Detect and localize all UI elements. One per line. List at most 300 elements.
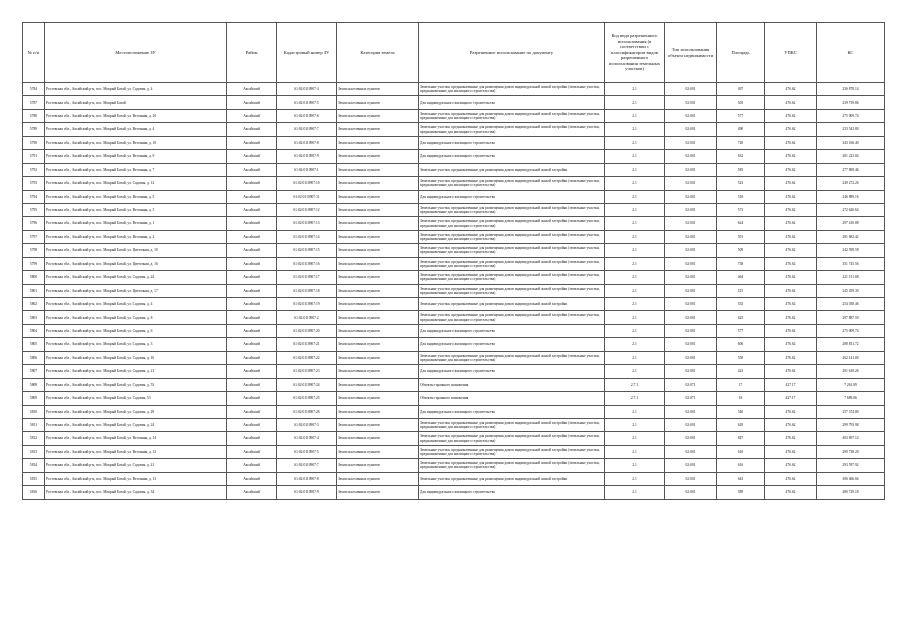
cell-ks: 249 272.26 <box>817 177 885 190</box>
cell-use-code: 2.1 <box>605 230 665 243</box>
table-row <box>23 230 885 243</box>
table-row <box>23 83 885 96</box>
cell-district: Аксайский <box>227 217 277 230</box>
cell-cadastral-number: 61:02:0110907:4 <box>277 83 337 96</box>
cell-permitted-use: Для индивидуального жилищного строительства <box>419 365 605 378</box>
cell-district: Аксайский <box>227 96 277 109</box>
cell-location: Ростовская обл., Аксайский р-н, пос. Мокрый Батай, ул. Садовая, д. 6 <box>45 324 227 337</box>
cell-district: Аксайский <box>227 163 277 176</box>
cell-area: 523 <box>717 177 765 190</box>
cell-district: Аксайский <box>227 230 277 243</box>
header-land-category: Категория земель <box>337 23 419 83</box>
header-ks: КС <box>817 23 885 83</box>
cell-ks: 242 599.58 <box>817 244 885 257</box>
cell-location: Ростовская обл., Аксайский р-н, пос. Мокрый Батай, ул. Садовая, д. 24 <box>45 418 227 431</box>
cell-num: 5815 <box>23 472 45 485</box>
cell-area: 606 <box>717 338 765 351</box>
cell-ks: 236 878.14 <box>817 83 885 96</box>
cell-use-code: 2.1 <box>605 150 665 163</box>
cell-area: 497 <box>717 83 765 96</box>
cell-upks: 427.17 <box>765 378 817 391</box>
cell-num: 5804 <box>23 324 45 337</box>
table-row <box>23 405 885 418</box>
cell-ks: 297 887.50 <box>817 311 885 324</box>
land-plot-table <box>22 22 885 500</box>
table-body <box>23 83 885 500</box>
table-row <box>23 378 885 391</box>
cell-district: Аксайский <box>227 432 277 445</box>
cell-location: Ростовская обл., Аксайский р-н, пос. Мокрый Батай, ул. Садовая, д. 53 <box>45 378 227 391</box>
cell-cadastral-number: 61:02:0110907:25 <box>277 392 337 405</box>
cell-use-code: 2.7.1 <box>605 378 665 391</box>
cell-use-code: 2.1 <box>605 432 665 445</box>
table-row <box>23 351 885 364</box>
cell-permitted-use: Земельные участки, предназначенные для размещения домов индивидуальной жилой застройки (земельные участки, предназначенные для жилищного строительства) <box>419 271 605 284</box>
cell-use-code: 2.1 <box>605 311 665 324</box>
cell-land-category: Земли населенных пунктов <box>337 459 419 472</box>
cell-permitted-use: Земельные участки, предназначенные для размещения домов индивидуальной жилой застройки (земельные участки, предназначенные для жилищного строительства) <box>419 284 605 297</box>
cell-land-category: Земли населенных пунктов <box>337 365 419 378</box>
cell-location: Ростовская обл., Аксайский р-н, пос. Мокрый Батай, ул. Садовая, д. 41 <box>45 459 227 472</box>
cell-ks: 233 543.80 <box>817 123 885 136</box>
cell-district: Аксайский <box>227 298 277 311</box>
cell-use-type: 02:001 <box>665 445 717 458</box>
header-use-code: Код вида разрешенного использования (в соответствии с классификатором видов разрешенного использования земельных участков) <box>605 23 665 83</box>
cell-cadastral-number: 61:02:0110907:16 <box>277 257 337 270</box>
cell-permitted-use: Земельные участки, предназначенные для размещения домов индивидуальной жилой застройки (земельные участки, предназначенные для жилищного строительства) <box>419 230 605 243</box>
cell-land-category: Земли населенных пунктов <box>337 284 419 297</box>
cell-land-category: Земли населенных пунктов <box>337 338 419 351</box>
cell-area: 540 <box>717 405 765 418</box>
cell-permitted-use: Земельные участки, предназначенные для размещения домов индивидуальной жилой застройки <box>419 163 605 176</box>
cell-upks: 476.62 <box>765 311 817 324</box>
cell-num: 5811 <box>23 418 45 431</box>
cell-upks: 476.62 <box>765 190 817 203</box>
table-row <box>23 257 885 270</box>
cell-district: Аксайский <box>227 459 277 472</box>
cell-area: 738 <box>717 257 765 270</box>
cell-district: Аксайский <box>227 83 277 96</box>
table-row <box>23 217 885 230</box>
cell-district: Аксайский <box>227 378 277 391</box>
cell-land-category: Земли населенных пунктов <box>337 217 419 230</box>
cell-num: 5784 <box>23 83 45 96</box>
cell-ks: 275 009.74 <box>817 324 885 337</box>
cell-permitted-use: Для индивидуального жилищного строительства <box>419 486 605 499</box>
cell-ks: 201 610.26 <box>817 365 885 378</box>
cell-use-type: 02:001 <box>665 177 717 190</box>
cell-num: 5812 <box>23 432 45 445</box>
cell-location: Ростовская обл., Аксайский р-н, пос. Мокрый Батай, ул. Цветочная, д. 10 <box>45 244 227 257</box>
cell-use-type: 02:001 <box>665 163 717 176</box>
cell-permitted-use: Для индивидуального жилищного строительства <box>419 150 605 163</box>
cell-upks: 476.62 <box>765 432 817 445</box>
cell-land-category: Земли населенных пунктов <box>337 405 419 418</box>
cell-area: 632 <box>717 150 765 163</box>
cell-location: Ростовская обл., Аксайский р-н, пос. Мокрый Батай, ул. Весенняя, д. 4 <box>45 123 227 136</box>
cell-upks: 476.62 <box>765 351 817 364</box>
cell-permitted-use: Земельные участки, предназначенные для размещения домов индивидуальной жилой застройки (земельные участки, предназначенные для жилищного строительства) <box>419 109 605 122</box>
cell-land-category: Земли населенных пунктов <box>337 324 419 337</box>
cell-district: Аксайский <box>227 177 277 190</box>
cell-use-type: 02:001 <box>665 83 717 96</box>
header-location: Местоположение ЗУ <box>45 23 227 83</box>
cell-cadastral-number: 61:02:0110907:9 <box>277 486 337 499</box>
cell-use-type: 02:001 <box>665 96 717 109</box>
table-row <box>23 271 885 284</box>
cell-upks: 476.62 <box>765 257 817 270</box>
cell-district: Аксайский <box>227 365 277 378</box>
cell-num: 5813 <box>23 445 45 458</box>
cell-num: 5814 <box>23 459 45 472</box>
cell-num: 5788 <box>23 109 45 122</box>
cell-use-code: 2.1 <box>605 351 665 364</box>
cell-num: 5787 <box>23 96 45 109</box>
cell-ks: 403 697.14 <box>817 432 885 445</box>
cell-ks: 239 739.86 <box>817 96 885 109</box>
cell-cadastral-number: 61:02:0110907:5 <box>277 96 337 109</box>
cell-land-category: Земли населенных пунктов <box>337 230 419 243</box>
cell-use-type: 02:001 <box>665 418 717 431</box>
cell-upks: 476.62 <box>765 324 817 337</box>
cell-upks: 476.62 <box>765 217 817 230</box>
cell-area: 847 <box>717 432 765 445</box>
cell-cadastral-number: 61:02:0110907:8 <box>277 472 337 485</box>
cell-use-type: 02:001 <box>665 203 717 216</box>
cell-location: Ростовская обл., Аксайский р-н, пос. Мокрый Батай, ул. Садовая, д. 4 <box>45 83 227 96</box>
cell-upks: 476.62 <box>765 445 817 458</box>
cell-ks: 297 410.88 <box>817 217 885 230</box>
cell-location: Ростовская обл., Аксайский р-н, пос. Мокрый Батай, ул. Садовая, д. 12 <box>45 177 227 190</box>
header-permitted-use: Разрешенное использование по документу <box>419 23 605 83</box>
cell-location: Ростовская обл., Аксайский р-н, пос. Мокрый Батай, ул. Садовая, д. 3 <box>45 338 227 351</box>
cell-area: 591 <box>717 230 765 243</box>
cell-upks: 476.62 <box>765 96 817 109</box>
cell-area: 720 <box>717 136 765 149</box>
cell-use-type: 02:001 <box>665 109 717 122</box>
cell-location: Ростовская обл., Аксайский р-н, пос. Мокрый Батай, ул. Садовая, д. 4 <box>45 298 227 311</box>
cell-cadastral-number: 61:02:0110907:6 <box>277 109 337 122</box>
cell-ks: 257 374.80 <box>817 405 885 418</box>
cell-ks: 272 626.64 <box>817 203 885 216</box>
cell-cadastral-number: 61:02:0110907:13 <box>277 217 337 230</box>
table-row <box>23 486 885 499</box>
cell-district: Аксайский <box>227 486 277 499</box>
table-row <box>23 136 885 149</box>
cell-use-code: 2.1 <box>605 83 665 96</box>
cell-district: Аксайский <box>227 392 277 405</box>
cell-land-category: Земли населенных пунктов <box>337 378 419 391</box>
cell-use-code: 2.1 <box>605 271 665 284</box>
cell-use-type: 02:001 <box>665 123 717 136</box>
cell-ks: 221 151.68 <box>817 271 885 284</box>
cell-district: Аксайский <box>227 123 277 136</box>
cell-use-code: 2.1 <box>605 445 665 458</box>
cell-area: 624 <box>717 217 765 230</box>
cell-ks: 246 889.16 <box>817 190 885 203</box>
cell-permitted-use: Для индивидуального жилищного строительства <box>419 405 605 418</box>
cell-upks: 476.62 <box>765 338 817 351</box>
cell-location: Ростовская обл., Аксайский р-н, пос. Мокрый Батай, ул. Весенняя, д. 13 <box>45 472 227 485</box>
cell-upks: 476.62 <box>765 150 817 163</box>
cell-use-code: 2.1 <box>605 486 665 499</box>
cell-ks: 262 141.00 <box>817 351 885 364</box>
cell-upks: 476.62 <box>765 284 817 297</box>
cell-area: 18 <box>717 392 765 405</box>
cell-ks: 293 597.92 <box>817 459 885 472</box>
cell-use-code: 2.1 <box>605 284 665 297</box>
cell-district: Аксайский <box>227 472 277 485</box>
cell-num: 5799 <box>23 257 45 270</box>
cell-num: 5805 <box>23 338 45 351</box>
cell-location: Ростовская обл., Аксайский р-н, пос. Мокрый Батай, ул. Весенняя, д. 1 <box>45 217 227 230</box>
cell-permitted-use: Объекты гаражного назначения <box>419 378 605 391</box>
cell-use-code: 2.1 <box>605 163 665 176</box>
cell-ks: 275 009.74 <box>817 109 885 122</box>
cell-ks: 7 689.06 <box>817 392 885 405</box>
cell-land-category: Земли населенных пунктов <box>337 392 419 405</box>
cell-area: 610 <box>717 445 765 458</box>
cell-cadastral-number: 61:02:0110907:17 <box>277 271 337 284</box>
cell-permitted-use: Земельные участки, предназначенные для размещения домов индивидуальной жилой застройки (земельные участки, предназначенные для жилищного строительства) <box>419 257 605 270</box>
cell-cadastral-number: 61:02:0110907:21 <box>277 338 337 351</box>
cell-land-category: Земли населенных пунктов <box>337 203 419 216</box>
cell-use-code: 2.1 <box>605 472 665 485</box>
cell-permitted-use: Земельные участки, предназначенные для размещения домов индивидуальной жилой застройки (земельные участки, предназначенные для жилищного строительства) <box>419 445 605 458</box>
table-header <box>23 23 885 83</box>
cell-permitted-use: Для индивидуального жилищного строительства <box>419 136 605 149</box>
cell-location: Ростовская обл., Аксайский р-н, пос. Мокрый Батай, ул. Садовая, д. 16 <box>45 351 227 364</box>
cell-location: Ростовская обл., Аксайский р-н, пос. Мокрый Батай, ул. Садовая, д. 24 <box>45 271 227 284</box>
table-row <box>23 190 885 203</box>
cell-land-category: Земли населенных пунктов <box>337 177 419 190</box>
table-row <box>23 445 885 458</box>
cell-upks: 476.62 <box>765 230 817 243</box>
cell-use-type: 02:001 <box>665 136 717 149</box>
cell-permitted-use: Земельные участки, предназначенные для размещения домов индивидуальной жилой застройки (земельные участки, предназначенные для жилищного строительства) <box>419 311 605 324</box>
cell-upks: 476.62 <box>765 177 817 190</box>
cell-cadastral-number: 61:02:0110907:1 <box>277 163 337 176</box>
table-row <box>23 472 885 485</box>
cell-permitted-use: Земельные участки, предназначенные для размещения домов индивидуальной жилой застройки (земельные участки, предназначенные для жилищного строительства) <box>419 123 605 136</box>
cell-permitted-use: Земельные участки, предназначенные для размещения домов индивидуальной жилой застройки <box>419 472 605 485</box>
cell-num: 5807 <box>23 365 45 378</box>
cell-land-category: Земли населенных пунктов <box>337 418 419 431</box>
header-area: Площадь <box>717 23 765 83</box>
cell-district: Аксайский <box>227 311 277 324</box>
cell-ks: 280 729.18 <box>817 486 885 499</box>
cell-land-category: Земли населенных пунктов <box>337 96 419 109</box>
cell-upks: 476.62 <box>765 459 817 472</box>
cell-cadastral-number: 61:02:0110907:7 <box>277 123 337 136</box>
cell-permitted-use: Для индивидуального жилищного строительства <box>419 190 605 203</box>
cell-use-type: 02:001 <box>665 459 717 472</box>
cell-upks: 476.62 <box>765 163 817 176</box>
cell-district: Аксайский <box>227 405 277 418</box>
cell-district: Аксайский <box>227 284 277 297</box>
cell-use-type: 02:001 <box>665 432 717 445</box>
table-row <box>23 459 885 472</box>
cell-use-type: 02:001 <box>665 150 717 163</box>
cell-area: 625 <box>717 311 765 324</box>
cell-use-type: 02:001 <box>665 271 717 284</box>
cell-district: Аксайский <box>227 203 277 216</box>
cell-location: Ростовская обл., Аксайский р-н, пос. Мокрый Батай, ул. Садовая, д. 34 <box>45 486 227 499</box>
cell-land-category: Земли населенных пунктов <box>337 271 419 284</box>
cell-area: 583 <box>717 163 765 176</box>
cell-use-type: 02:001 <box>665 217 717 230</box>
cell-location: Ростовская обл., Аксайский р-н, пос. Мокрый Батай <box>45 96 227 109</box>
cell-land-category: Земли населенных пунктов <box>337 445 419 458</box>
cell-location: Ростовская обл., Аксайский р-н, пос. Мокрый Батай, ул. Весенняя, д. 2б <box>45 109 227 122</box>
table-row <box>23 109 885 122</box>
cell-ks: 281 682.42 <box>817 230 885 243</box>
cell-num: 5794 <box>23 190 45 203</box>
cell-num: 5789 <box>23 123 45 136</box>
cell-area: 515 <box>717 284 765 297</box>
cell-num: 5816 <box>23 486 45 499</box>
cell-district: Аксайский <box>227 150 277 163</box>
cell-location: Ростовская обл., Аксайский р-н, пос. Мокрый Батай, ул. Весенняя, д. 14 <box>45 432 227 445</box>
cell-district: Аксайский <box>227 338 277 351</box>
cell-land-category: Земли населенных пунктов <box>337 244 419 257</box>
cell-ks: 306 466.66 <box>817 472 885 485</box>
cell-use-type: 02:071 <box>665 392 717 405</box>
cell-location: Ростовская обл., Аксайский р-н, пос. Мокрый Батай, ул. Весенняя, д. 9 <box>45 150 227 163</box>
cell-location: Ростовская обл., Аксайский р-н, пос. Мокрый Батай, ул. Весенняя, д. 3 <box>45 203 227 216</box>
cell-use-type: 02:001 <box>665 324 717 337</box>
cell-num: 5801 <box>23 284 45 297</box>
cell-area: 490 <box>717 123 765 136</box>
cell-upks: 476.62 <box>765 123 817 136</box>
header-upks: УПКС <box>765 23 817 83</box>
cell-use-code: 2.1 <box>605 123 665 136</box>
cell-location: Ростовская обл., Аксайский р-н, пос. Мокрый Батай, ул. Цветочная, д. 16 <box>45 257 227 270</box>
cell-location: Ростовская обл., Аксайский р-н, пос. Мокрый Батай, ул. Весенняя, д. 12 <box>45 445 227 458</box>
document-sheet <box>22 22 884 500</box>
cell-area: 577 <box>717 109 765 122</box>
cell-cadastral-number: 61:02:0110907:15 <box>277 244 337 257</box>
cell-cadastral-number: 61:02:0110907:7 <box>277 459 337 472</box>
cell-cadastral-number: 61:02:0110907:19 <box>277 298 337 311</box>
header-num: № п/п <box>23 23 45 83</box>
cell-use-type: 02:001 <box>665 257 717 270</box>
cell-upks: 476.62 <box>765 486 817 499</box>
cell-cadastral-number: 61:02:0110907:2 <box>277 311 337 324</box>
cell-permitted-use: Земельные участки, предназначенные для размещения домов индивидуальной жилой застройки (земельные участки, предназначенные для жилищного строительства) <box>419 203 605 216</box>
cell-area: 629 <box>717 418 765 431</box>
cell-ks: 245 459.30 <box>817 284 885 297</box>
cell-num: 5793 <box>23 177 45 190</box>
cell-num: 5791 <box>23 150 45 163</box>
cell-permitted-use: Для индивидуального жилищного строительства <box>419 96 605 109</box>
cell-use-code: 2.1 <box>605 190 665 203</box>
cell-num: 5796 <box>23 217 45 230</box>
table-row <box>23 432 885 445</box>
cell-use-code: 2.1 <box>605 203 665 216</box>
cell-cadastral-number: 61:02:0110907:18 <box>277 284 337 297</box>
cell-area: 17 <box>717 378 765 391</box>
cell-land-category: Земли населенных пунктов <box>337 486 419 499</box>
cell-ks: 290 738.20 <box>817 445 885 458</box>
cell-num: 5802 <box>23 298 45 311</box>
cell-permitted-use: Земельные участки, предназначенные для размещения домов индивидуальной жилой застройки (земельные участки, предназначенные для жилищного строительства) <box>419 244 605 257</box>
cell-cadastral-number: 61:02:0110907:26 <box>277 405 337 418</box>
cell-land-category: Земли населенных пунктов <box>337 83 419 96</box>
table-row <box>23 244 885 257</box>
table-row <box>23 418 885 431</box>
cell-num: 5792 <box>23 163 45 176</box>
cell-num: 5809 <box>23 392 45 405</box>
cell-use-type: 02:071 <box>665 378 717 391</box>
cell-ks: 299 793.98 <box>817 418 885 431</box>
cell-use-code: 2.1 <box>605 324 665 337</box>
table-row <box>23 177 885 190</box>
table-row <box>23 163 885 176</box>
cell-cadastral-number: 61:02:0110907:20 <box>277 324 337 337</box>
cell-upks: 476.62 <box>765 136 817 149</box>
cell-permitted-use: Земельные участки, предназначенные для размещения домов индивидуальной жилой застройки (земельные участки, предназначенные для жилищного строительства) <box>419 177 605 190</box>
cell-location: Ростовская обл., Аксайский р-н, пос. Мокрый Батай, ул. Садовая, д. 8 <box>45 311 227 324</box>
cell-area: 518 <box>717 190 765 203</box>
table-row <box>23 392 885 405</box>
cell-permitted-use: Для индивидуального жилищного строительства <box>419 338 605 351</box>
cell-location: Ростовская обл., Аксайский р-н, пос. Мокрый Батай, ул. Весенняя, д. 2 <box>45 230 227 243</box>
cell-district: Аксайский <box>227 418 277 431</box>
cell-cadastral-number: 61:02:0110907:10 <box>277 177 337 190</box>
cell-upks: 427.17 <box>765 392 817 405</box>
cell-ks: 351 745.56 <box>817 257 885 270</box>
cell-ks: 288 831.72 <box>817 338 885 351</box>
cell-num: 5806 <box>23 351 45 364</box>
cell-use-code: 2.7.1 <box>605 392 665 405</box>
header-district: Район <box>227 23 277 83</box>
cell-permitted-use: Земельные участки, предназначенные для размещения домов индивидуальной жилой застройки (земельные участки, предназначенные для жилищного строительства) <box>419 432 605 445</box>
cell-location: Ростовская обл., Аксайский р-н, пос. Мокрый Батай, ул. Весенняя, д. 5 <box>45 190 227 203</box>
cell-permitted-use: Объекты гаражного назначения <box>419 392 605 405</box>
cell-area: 464 <box>717 271 765 284</box>
cell-use-code: 2.1 <box>605 136 665 149</box>
cell-upks: 476.62 <box>765 83 817 96</box>
cell-area: 572 <box>717 203 765 216</box>
cell-land-category: Земли населенных пунктов <box>337 109 419 122</box>
cell-use-type: 02:001 <box>665 230 717 243</box>
table-row <box>23 96 885 109</box>
cell-area: 643 <box>717 472 765 485</box>
cell-permitted-use: Земельные участки, предназначенные для размещения домов индивидуальной жилой застройки (земельные участки, предназначенные для жилищного строительства) <box>419 351 605 364</box>
cell-use-type: 02:001 <box>665 284 717 297</box>
cell-location: Ростовская обл., Аксайский р-н, пос. Мокрый Батай, ул. Садовая, д. 29 <box>45 405 227 418</box>
cell-num: 5800 <box>23 271 45 284</box>
cell-cadastral-number: 61:02:0110907:24 <box>277 378 337 391</box>
cell-use-code: 2.1 <box>605 365 665 378</box>
header-use-type: Тип использования объекта недвижимости <box>665 23 717 83</box>
cell-use-type: 02:001 <box>665 351 717 364</box>
table-row <box>23 150 885 163</box>
cell-cadastral-number: 61:02:0110907:22 <box>277 351 337 364</box>
cell-district: Аксайский <box>227 351 277 364</box>
cell-use-code: 2.1 <box>605 96 665 109</box>
cell-use-type: 02:001 <box>665 365 717 378</box>
cell-area: 503 <box>717 96 765 109</box>
cell-ks: 7 261.89 <box>817 378 885 391</box>
cell-ks: 254 038.46 <box>817 298 885 311</box>
cell-use-code: 2.1 <box>605 177 665 190</box>
cell-use-code: 2.1 <box>605 217 665 230</box>
cell-permitted-use: Земельные участки, предназначенные для размещения домов индивидуальной жилой застройки <box>419 298 605 311</box>
cell-upks: 476.62 <box>765 298 817 311</box>
cell-use-code: 2.1 <box>605 244 665 257</box>
